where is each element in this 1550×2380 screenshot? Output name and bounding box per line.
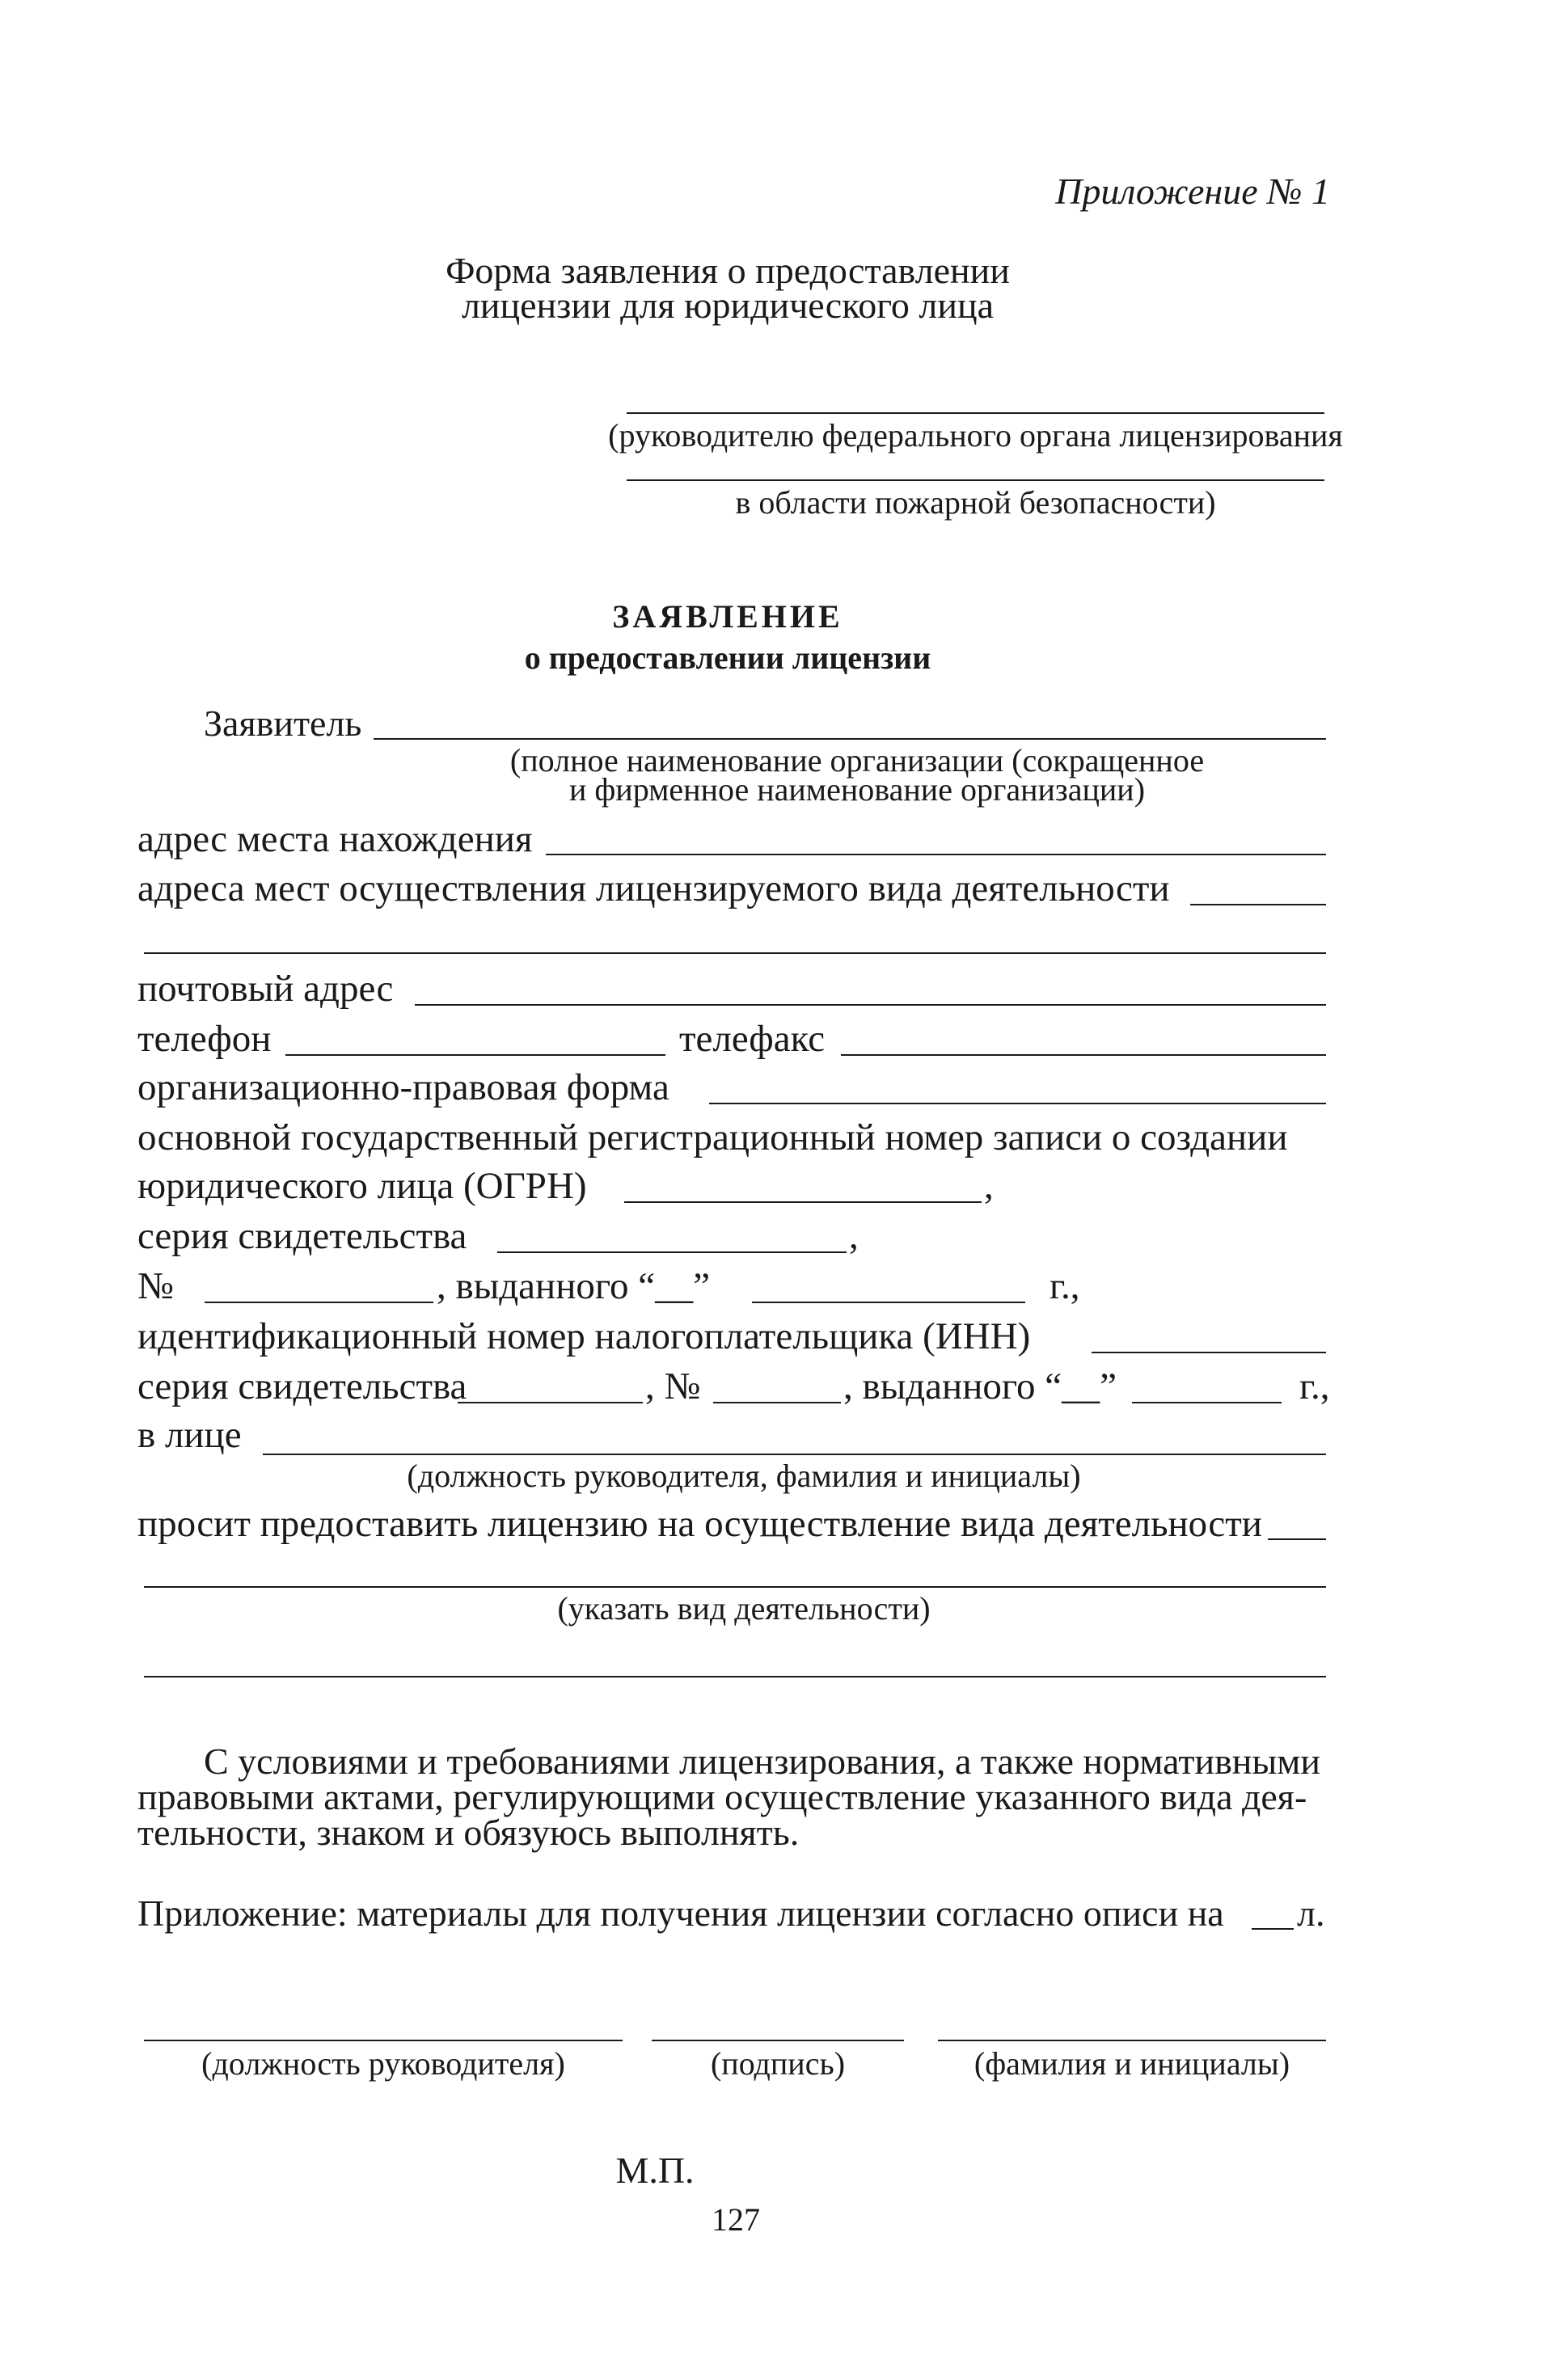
appendix-label: Приложение № 1 [1055,171,1330,212]
fax-input-line [841,1054,1326,1056]
inn-input-line [1092,1352,1326,1353]
document-title: ЗАЯВЛЕНИЕ [612,598,843,635]
fax-label: телефакс [679,1018,826,1060]
inn-cert-number-label: , № [645,1365,701,1407]
applicant-label: Заявитель [204,703,362,744]
signature-line [652,2040,904,2041]
form-title-line1: Форма заявления о предоставлении [446,250,1010,291]
cert-series-input-line [497,1251,847,1253]
statement-line1: С условиями и требованиями лицензирования, а также нормативными [204,1741,1321,1782]
form-title-line2: лицензии для юридического лица [461,285,995,326]
ogrn-label-line2: юридического лица (ОГРН) [137,1165,587,1207]
inn-cert-series-input-line [458,1402,643,1403]
activity-input-line [144,1586,1326,1588]
location-input-line [546,854,1326,855]
ogrn-comma: , [984,1165,994,1207]
legal-form-input-line [709,1103,1326,1104]
page-number: 127 [712,2201,760,2238]
cert-year-suffix: г., [1050,1265,1080,1307]
person-hint: (должность руководителя, фамилия и инициалы) [407,1458,1081,1494]
position-caption: (должность руководителя) [201,2045,565,2082]
inn-cert-issued-label: , выданного “__” [843,1365,1117,1407]
statement-line3: тельности, знаком и обязуюсь выполнять. [137,1812,800,1853]
name-caption: (фамилия и инициалы) [974,2045,1290,2082]
activity-addresses-label: адреса мест осуществления лицензируемого вида деятельности [137,867,1170,909]
document-subtitle: о предоставлении лицензии [524,639,931,676]
cert-number-sign: № [137,1265,174,1307]
inn-cert-issued-date-line [1132,1402,1282,1403]
ogrn-input-line [624,1201,982,1203]
phone-label: телефон [137,1018,272,1060]
activity-hint: (указать вид деятельности) [557,1590,931,1627]
activity-addresses-input-line [1190,904,1326,905]
attachment-text: Приложение: материалы для получения лицензии согласно описи на [137,1893,1224,1934]
person-input-line [263,1454,1326,1455]
addressee-line-2 [627,479,1324,481]
cert-number-input-line [205,1302,433,1303]
person-label: в лице [137,1414,242,1456]
postal-label: почтовый адрес [137,968,394,1010]
addressee-caption-line2: в области пожарной безопасности) [735,484,1216,521]
request-input-line [1268,1538,1326,1540]
addressee-caption-line1: (руководителю федерального органа лицензирования [608,417,1343,454]
position-signature-line [144,2040,623,2041]
legal-form-label: организационно-правовая форма [137,1066,669,1108]
signature-caption: (подпись) [710,2045,846,2082]
location-label: адрес места нахождения [137,818,533,860]
cert-series-comma: , [849,1215,859,1257]
activity-addresses-input-line-2 [144,952,1326,954]
stamp-place: М.П. [615,2150,695,2191]
attachment-suffix: л. [1297,1893,1325,1934]
request-label: просит предоставить лицензию на осуществление вида деятельности [137,1503,1262,1545]
ogrn-label-line1: основной государственный регистрационный номер записи о создании [137,1116,1288,1158]
applicant-hint-line1: (полное наименование организации (сокращенное [509,742,1205,779]
applicant-hint-line2: и фирменное наименование организации) [568,771,1146,808]
name-signature-line [938,2040,1326,2041]
cert-issued-label: , выданного “__” [437,1265,710,1307]
attachment-pages-line [1252,1928,1294,1930]
cert-series-label: серия свидетельства [137,1215,467,1257]
postal-input-line [415,1004,1326,1006]
inn-label: идентификационный номер налогоплательщика (ИНН) [137,1315,1031,1357]
activity-input-line-2 [144,1676,1326,1677]
addressee-line-1 [627,412,1324,414]
inn-cert-series-label: серия свидетельства [137,1365,467,1407]
statement-line2: правовыми актами, регулирующими осуществление указанного вида дея- [137,1776,1307,1817]
phone-input-line [285,1054,665,1056]
applicant-input-line [374,738,1326,740]
inn-cert-number-input-line [713,1402,841,1403]
cert-issued-date-line [752,1302,1025,1303]
inn-cert-year-suffix: г., [1299,1365,1330,1407]
